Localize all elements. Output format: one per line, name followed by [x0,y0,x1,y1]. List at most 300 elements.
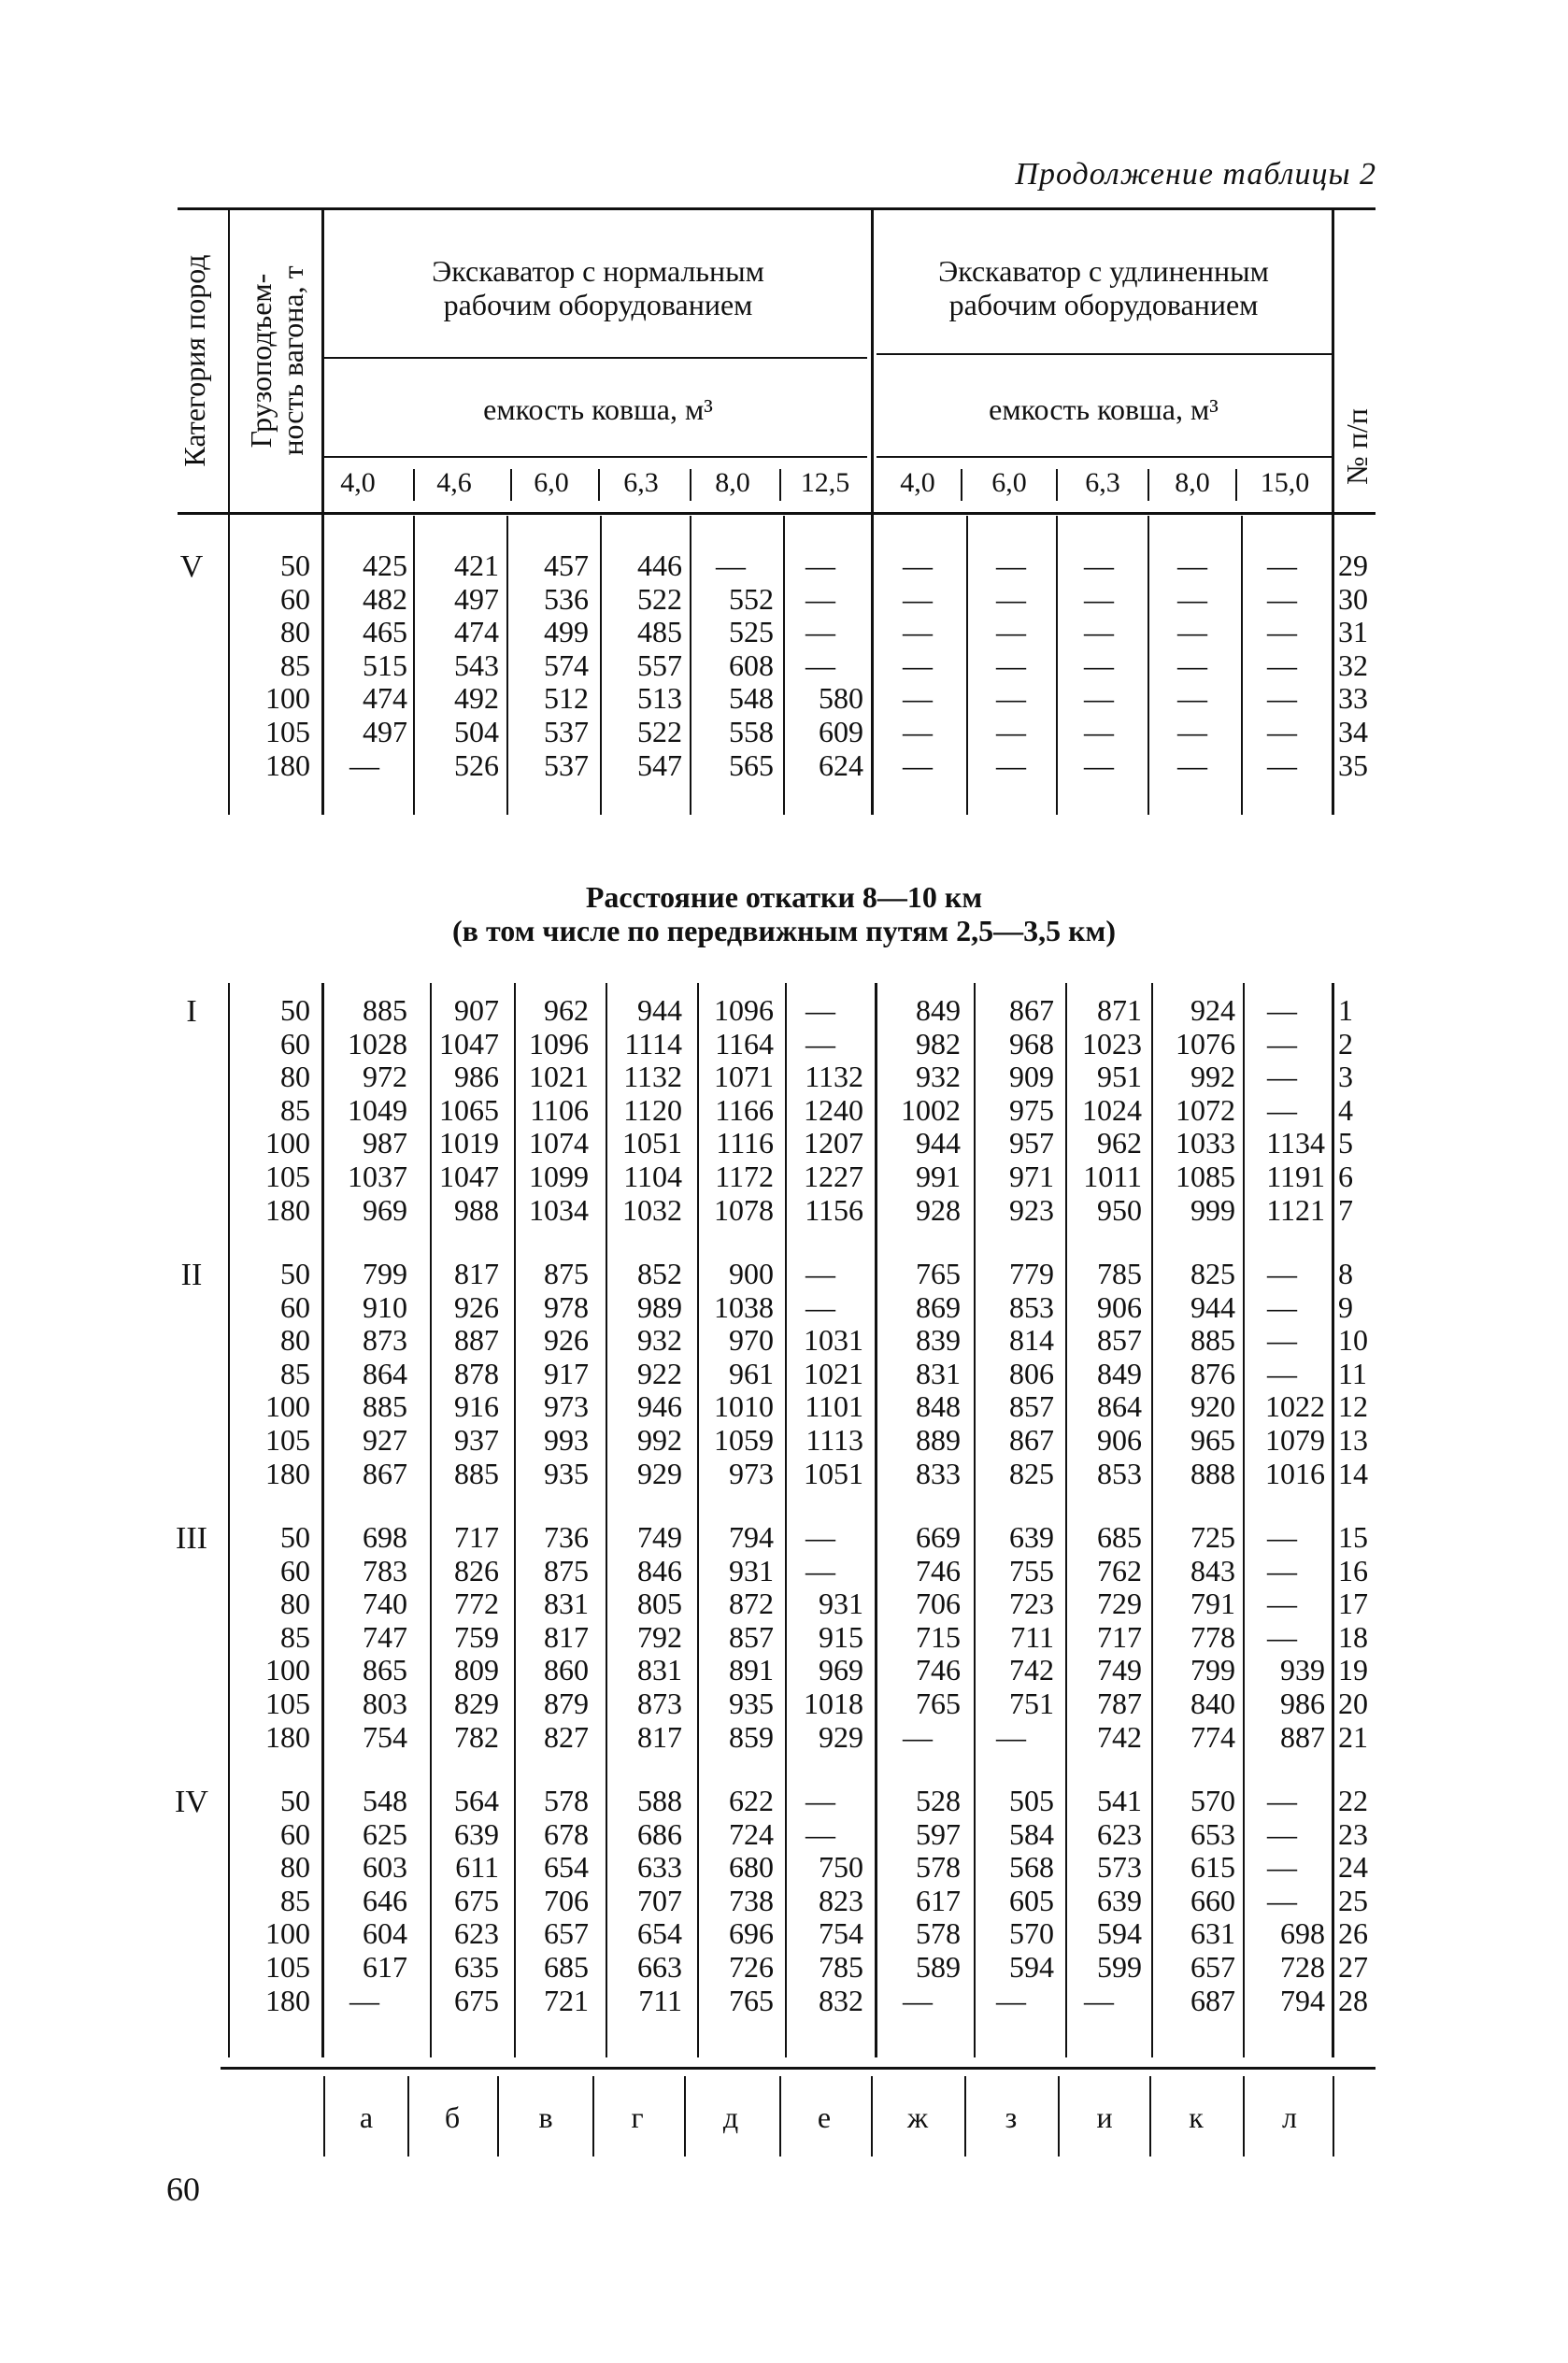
value-cell: 1132 [623,1060,682,1094]
value-cell: 1085 [1176,1159,1235,1193]
vline-after-category [228,207,230,815]
value-cell: 617 [916,1883,961,1917]
value-cell: 839 [916,1323,961,1358]
foot-sep [592,2076,594,2157]
value-cell: 864 [363,1356,407,1390]
value-cell: 1051 [804,1456,863,1490]
value-cell: — [1267,1816,1297,1851]
capacity-column [234,549,310,782]
value-cell: 1071 [714,1060,774,1094]
value-cell: 951 [1097,1060,1142,1094]
value-cell: — [1267,581,1297,616]
value-cell: 588 [637,1784,682,1817]
value-cell: 962 [1097,1126,1142,1160]
value-cell: 778 [1190,1619,1235,1654]
value-cell: 1021 [804,1356,863,1390]
value-cell: 603 [363,1850,407,1885]
category-cell: III [176,1521,207,1556]
value-cell: 805 [637,1587,682,1621]
value-cell: — [349,747,379,782]
value-cell: 623 [454,1916,499,1951]
value-column [321,549,407,782]
value-cell: 950 [1097,1192,1142,1227]
value-cell: 499 [544,615,589,649]
value-cell: — [805,648,835,682]
value-cell: 738 [729,1883,774,1917]
value-cell: 565 [729,747,774,782]
capacity-cell: 50 [280,1257,310,1290]
value-cell: 678 [544,1816,589,1851]
value-cell: — [805,1816,835,1851]
value-cell: 944 [637,993,682,1027]
value-cell: 867 [1009,1422,1054,1457]
value-cell: 785 [1097,1257,1142,1290]
value-cell: — [1267,747,1297,782]
value-cell: — [1084,714,1114,748]
value-cell: 706 [544,1883,589,1917]
value-cell: — [1267,1323,1297,1358]
value-cell: 1156 [805,1192,863,1227]
value-cell: 833 [916,1456,961,1490]
value-column [688,994,774,1227]
capacity-cell: 60 [280,581,310,616]
value-cell: 872 [729,1587,774,1621]
row-number-cell: 4 [1338,1092,1353,1127]
value-cell: 932 [637,1323,682,1358]
value-cell: 957 [1009,1126,1054,1160]
value-cell: 657 [544,1916,589,1951]
value-cell: 826 [454,1553,499,1587]
row-number-cell: 15 [1338,1520,1368,1554]
foot-sep [1058,2076,1060,2157]
value-cell: — [996,747,1026,782]
capacity-cell: 50 [280,993,310,1027]
value-cell: 831 [544,1587,589,1621]
value-cell: 889 [916,1422,961,1457]
value-column [1149,1785,1235,2017]
value-cell: — [903,1719,933,1754]
capacity-cell: 80 [280,1850,310,1885]
foot-sep [1333,2076,1334,2157]
value-cell: 564 [454,1784,499,1817]
row-number-cell: 10 [1338,1323,1368,1358]
value-column [503,1521,589,1754]
row-number-cell: 13 [1338,1422,1368,1457]
value-cell: 972 [363,1060,407,1094]
value-cell: — [903,548,933,582]
value-column [413,1521,499,1754]
value-cell: 1076 [1176,1026,1235,1061]
capacity-column [234,1785,310,2017]
capacity-cell: 85 [280,1883,310,1917]
value-cell: — [805,1257,835,1290]
size-4-0: 4,0 [340,467,376,498]
value-cell: 849 [916,993,961,1027]
value-cell: 782 [454,1719,499,1754]
value-cell: 969 [819,1653,863,1687]
value-cell: 832 [819,1983,863,2017]
value-cell: 663 [637,1949,682,1984]
row-number-column [1338,994,1390,1227]
value-column [688,549,774,782]
value-cell: 485 [637,615,682,649]
row-number-cell: 28 [1338,1983,1368,2017]
value-cell: — [1177,581,1207,616]
value-cell: 1099 [529,1159,589,1193]
value-cell: 971 [1009,1159,1054,1193]
value-cell: 1106 [530,1092,589,1127]
value-cell: 742 [1097,1719,1142,1754]
value-cell: 1031 [804,1323,863,1358]
value-cell: 982 [916,1026,961,1061]
value-column [503,549,589,782]
value-cell: 615 [1190,1850,1235,1885]
value-cell: 746 [916,1653,961,1687]
value-cell: 557 [637,648,682,682]
size-sep [1056,469,1058,501]
value-cell: — [805,1553,835,1587]
value-cell: 1172 [715,1159,774,1193]
value-cell: 721 [544,1983,589,2017]
value-cell: — [996,714,1026,748]
value-cell: — [1267,1356,1297,1390]
value-cell: 1096 [714,993,774,1027]
value-cell: 1101 [805,1389,863,1424]
value-cell: 1051 [622,1126,682,1160]
value-cell: 1047 [439,1026,499,1061]
value-cell: 803 [363,1686,407,1720]
value-cell: 867 [363,1456,407,1490]
value-cell: 482 [363,581,407,616]
size-4-6: 4,6 [436,467,472,498]
value-cell: 961 [729,1356,774,1390]
capacity-cell: 105 [265,714,310,748]
value-column [413,549,499,782]
value-cell: 525 [729,615,774,649]
foot-sep [684,2076,686,2157]
value-cell: 779 [1009,1257,1054,1290]
value-cell: 986 [1280,1686,1325,1720]
row-number-column [1338,1785,1390,2017]
row-number-column [1338,549,1390,782]
value-cell: 1038 [714,1289,774,1324]
footer-letter-v: в [538,2100,553,2134]
foot-sep [871,2076,873,2157]
value-cell: 852 [637,1257,682,1290]
value-cell: 906 [1097,1289,1142,1324]
value-cell: 885 [363,1389,407,1424]
value-cell: 848 [916,1389,961,1424]
row-number-cell: 19 [1338,1653,1368,1687]
value-cell: — [903,747,933,782]
value-column [875,549,961,782]
value-cell: 680 [729,1850,774,1885]
category-cell: IV [175,1785,208,1819]
size-sep [598,469,600,501]
value-cell: 840 [1190,1686,1235,1720]
capacity-cell: 60 [280,1026,310,1061]
row-number-cell: 12 [1338,1389,1368,1424]
ext-size-6-3: 6,3 [1085,467,1120,498]
value-cell: 909 [1009,1060,1054,1094]
value-cell: 578 [544,1784,589,1817]
value-cell: 729 [1097,1587,1142,1621]
value-cell: 594 [1097,1916,1142,1951]
value-cell: 860 [544,1653,589,1687]
value-cell: 736 [544,1520,589,1554]
row-number-header: № п/п [1340,408,1374,485]
value-column [596,994,682,1227]
value-cell: 875 [544,1553,589,1587]
capacity-cell: 50 [280,548,310,582]
value-cell: 817 [637,1719,682,1754]
value-column [1149,549,1235,782]
value-cell: — [903,1983,933,2017]
value-cell: 552 [729,581,774,616]
value-cell: 891 [729,1653,774,1687]
value-column [1239,1258,1325,1490]
footer-letter-e: е [817,2100,832,2134]
value-cell: 888 [1190,1456,1235,1490]
value-cell: 474 [363,681,407,716]
value-cell: 504 [454,714,499,748]
foot-sep [407,2076,409,2157]
value-column [777,549,863,782]
capacity-cell: 105 [265,1949,310,1984]
value-cell: 1227 [804,1159,863,1193]
value-cell: — [1267,1257,1297,1290]
value-cell: 604 [363,1916,407,1951]
value-cell: 792 [637,1619,682,1654]
value-cell: 785 [819,1949,863,1984]
value-cell: 742 [1009,1653,1054,1687]
size-12-5: 12,5 [800,467,850,498]
value-cell: 787 [1097,1686,1142,1720]
value-column [968,549,1054,782]
value-cell: — [903,648,933,682]
value-cell: — [1177,714,1207,748]
capacity-cell: 80 [280,1323,310,1358]
value-cell: — [805,1289,835,1324]
value-cell: 1059 [714,1422,774,1457]
value-cell: 497 [363,714,407,748]
value-cell: — [1267,1520,1297,1554]
value-cell: — [805,615,835,649]
footer-letter-z: з [1005,2100,1018,2134]
value-cell: — [1267,1850,1297,1885]
value-cell: — [1267,1092,1297,1127]
value-cell: 589 [916,1949,961,1984]
ext-size-15-0: 15,0 [1260,467,1310,498]
value-cell: 1134 [1266,1126,1325,1160]
capacity-cell: 180 [265,1456,310,1490]
row-number-cell: 6 [1338,1159,1353,1193]
value-cell: 421 [454,548,499,582]
value-cell: 829 [454,1686,499,1720]
ext-size-6-0: 6,0 [991,467,1027,498]
bucket-label-normal: емкость ковша, м³ [483,392,713,426]
value-cell: 537 [544,747,589,782]
table-bottom-rule [221,2067,1376,2070]
value-cell: 515 [363,648,407,682]
value-cell: 1096 [529,1026,589,1061]
value-cell: 867 [1009,993,1054,1027]
value-cell: 698 [363,1520,407,1554]
value-cell: 698 [1280,1916,1325,1951]
value-cell: — [1084,648,1114,682]
value-cell: 1018 [804,1686,863,1720]
value-cell: 522 [637,714,682,748]
value-cell: — [1084,681,1114,716]
value-column [1149,994,1235,1227]
value-cell: 522 [637,581,682,616]
value-cell: 573 [1097,1850,1142,1885]
value-cell: 1024 [1082,1092,1142,1127]
value-cell: 944 [916,1126,961,1160]
value-cell: — [1267,615,1297,649]
row-number-cell: 16 [1338,1553,1368,1587]
value-cell: 1021 [529,1060,589,1094]
value-cell: 1116 [716,1126,774,1160]
value-cell: 631 [1190,1916,1235,1951]
header-top-rule [178,207,1376,210]
value-cell: — [1084,747,1114,782]
value-column [321,994,407,1227]
value-cell: 968 [1009,1026,1054,1061]
value-cell: 1191 [1266,1159,1325,1193]
lower-vline-before-number [1332,983,1334,2057]
capacity-cell: 100 [265,1389,310,1424]
value-cell: 927 [363,1422,407,1457]
value-cell: — [1177,615,1207,649]
value-cell: 869 [916,1289,961,1324]
value-cell: 916 [454,1389,499,1424]
footer-letter-zh: ж [906,2100,929,2134]
value-column [1239,994,1325,1227]
value-cell: 988 [454,1192,499,1227]
capacity-cell: 180 [265,747,310,782]
value-cell: 765 [729,1983,774,2017]
value-cell: — [805,581,835,616]
value-cell: 675 [454,1883,499,1917]
value-cell: 857 [729,1619,774,1654]
capacity-cell: 50 [280,1784,310,1817]
value-column [875,1258,961,1490]
value-cell: 1065 [439,1092,499,1127]
category-cell: II [180,1258,203,1292]
table-caption: Продолжение таблицы 2 [1015,157,1376,192]
capacity-cell: 60 [280,1816,310,1851]
value-cell: 853 [1009,1289,1054,1324]
value-cell: 580 [819,681,863,716]
value-cell: 623 [1097,1816,1142,1851]
value-cell: 885 [363,993,407,1027]
value-cell: 1023 [1082,1026,1142,1061]
footer-letter-b: б [444,2100,461,2134]
value-cell: — [903,681,933,716]
value-cell: 999 [1190,1192,1235,1227]
capacity-cell: 180 [265,1983,310,2017]
value-cell: 622 [729,1784,774,1817]
value-cell: — [805,1784,835,1817]
value-cell: 926 [454,1289,499,1324]
value-cell: 794 [729,1520,774,1554]
value-cell: 474 [454,615,499,649]
value-column [777,994,863,1227]
value-cell: 528 [916,1784,961,1817]
value-cell: 799 [1190,1653,1235,1687]
value-cell: 931 [819,1587,863,1621]
row-number-cell: 3 [1338,1060,1353,1094]
value-cell: 711 [1010,1619,1054,1654]
value-column [968,1785,1054,2017]
value-column [1056,994,1142,1227]
value-cell: 749 [1097,1653,1142,1687]
value-cell: 926 [544,1323,589,1358]
value-cell: 605 [1009,1883,1054,1917]
row-number-cell: 8 [1338,1257,1353,1290]
capacity-cell: 80 [280,1587,310,1621]
value-cell: 457 [544,548,589,582]
value-column [875,1521,961,1754]
value-cell: — [996,615,1026,649]
value-cell: 625 [363,1816,407,1851]
row-number-column [1338,1258,1390,1490]
value-cell: 568 [1009,1850,1054,1885]
value-cell: 887 [1280,1719,1325,1754]
value-cell: 505 [1009,1784,1054,1817]
value-column [875,1785,961,2017]
extended-group-header: Экскаватор с удлиненным рабочим оборудованием [938,254,1269,321]
row-number-cell: 26 [1338,1916,1368,1951]
value-cell: 1132 [805,1060,863,1094]
value-cell: 922 [637,1356,682,1390]
value-cell: 526 [454,747,499,782]
value-cell: 584 [1009,1816,1054,1851]
ext-size-8-0: 8,0 [1175,467,1210,498]
value-cell: 823 [819,1883,863,1917]
value-cell: — [1084,615,1114,649]
value-cell: 1002 [901,1092,961,1127]
size-sep [1147,469,1149,501]
value-column [1056,549,1142,782]
value-cell: 653 [1190,1816,1235,1851]
row-number-cell: 5 [1338,1126,1353,1160]
value-cell: — [1267,1026,1297,1061]
capacity-cell: 180 [265,1719,310,1754]
row-number-cell: 32 [1338,648,1368,682]
value-cell: 765 [916,1686,961,1720]
foot-sep [1149,2076,1151,2157]
value-cell: 794 [1280,1983,1325,2017]
value-column [321,1258,407,1490]
value-cell: 654 [544,1850,589,1885]
footer-letter-i: и [1096,2100,1113,2134]
normal-group-header: Экскаватор с нормальным рабочим оборудованием [432,254,764,321]
value-cell: 611 [455,1850,499,1885]
size-sep [779,469,781,501]
value-cell: 871 [1097,993,1142,1027]
value-cell: 1022 [1265,1389,1325,1424]
value-cell: — [1267,681,1297,716]
value-cell: 987 [363,1126,407,1160]
value-cell: 772 [454,1587,499,1621]
capacity-cell: 85 [280,648,310,682]
value-cell: 1010 [714,1389,774,1424]
value-cell: 717 [454,1520,499,1554]
value-cell: 931 [729,1553,774,1587]
value-cell: 497 [454,581,499,616]
